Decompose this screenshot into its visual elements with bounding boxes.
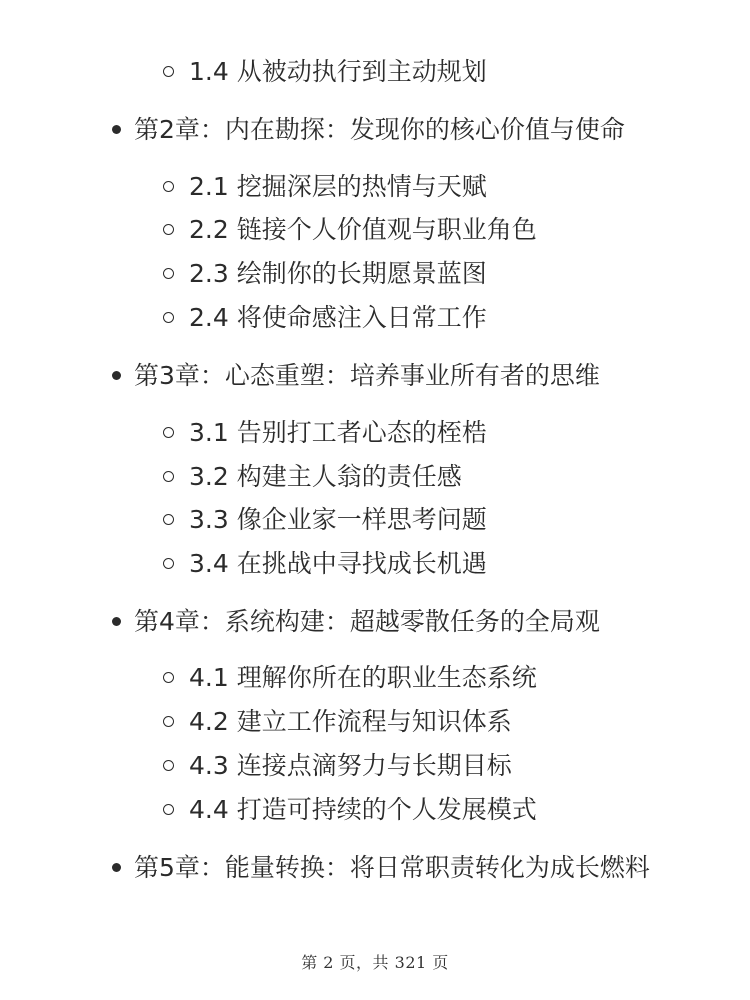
toc-section-4-3[interactable]: [189, 744, 512, 787]
circle-bullet-icon: [163, 427, 174, 438]
toc-section-label: 3.1 告别打工者心态的桎梏: [189, 418, 487, 447]
toc-section-2-2[interactable]: [189, 208, 537, 251]
toc-section-3-1[interactable]: [189, 411, 487, 454]
circle-bullet-icon: [163, 224, 174, 235]
page-number-label: 第 2 页，共 321 页: [301, 953, 449, 972]
toc-section-label: 3.2 构建主人翁的责任感: [189, 462, 462, 491]
toc-section-label: 3.4 在挑战中寻找成长机遇: [189, 549, 487, 578]
toc-chapter-label: 第5章：能量转换：将日常职责转化为成长燃料: [134, 853, 650, 882]
toc-section-label: 2.2 链接个人价值观与职业角色: [189, 215, 537, 244]
circle-bullet-icon: [163, 716, 174, 727]
toc-chapter-label: 第4章：系统构建：超越零散任务的全局观: [134, 607, 600, 636]
toc-chapter-4[interactable]: [134, 600, 694, 643]
toc-section-label: 1.4 从被动执行到主动规划: [189, 57, 487, 86]
toc-section-3-2[interactable]: [189, 455, 462, 498]
disc-bullet-icon: [112, 863, 121, 872]
circle-bullet-icon: [163, 471, 174, 482]
toc-section-label: 2.4 将使命感注入日常工作: [189, 303, 487, 332]
toc-section-1-4[interactable]: [189, 50, 487, 93]
toc-section-2-4[interactable]: [189, 296, 487, 339]
toc-chapter-5[interactable]: [134, 846, 694, 889]
circle-bullet-icon: [163, 672, 174, 683]
circle-bullet-icon: [163, 760, 174, 771]
circle-bullet-icon: [163, 268, 174, 279]
toc-section-2-3[interactable]: [189, 252, 487, 295]
page-footer: [0, 950, 750, 973]
toc-section-label: 3.3 像企业家一样思考问题: [189, 505, 487, 534]
disc-bullet-icon: [112, 371, 121, 380]
toc-section-label: 4.2 建立工作流程与知识体系: [189, 707, 512, 736]
toc-section-4-1[interactable]: [189, 656, 537, 699]
toc-section-label: 4.3 连接点滴努力与长期目标: [189, 751, 512, 780]
disc-bullet-icon: [112, 617, 121, 626]
circle-bullet-icon: [163, 66, 174, 77]
circle-bullet-icon: [163, 514, 174, 525]
toc-section-2-1[interactable]: [189, 165, 487, 208]
toc-chapter-2[interactable]: [134, 108, 694, 151]
toc-chapter-label: 第2章：内在勘探：发现你的核心价值与使命: [134, 115, 625, 144]
circle-bullet-icon: [163, 804, 174, 815]
toc-section-label: 2.1 挖掘深层的热情与天赋: [189, 172, 487, 201]
toc-chapter-label: 第3章：心态重塑：培养事业所有者的思维: [134, 361, 600, 390]
toc-section-label: 2.3 绘制你的长期愿景蓝图: [189, 259, 487, 288]
toc-section-3-3[interactable]: [189, 498, 487, 541]
disc-bullet-icon: [112, 125, 121, 134]
toc-section-3-4[interactable]: [189, 542, 487, 585]
toc-section-label: 4.4 打造可持续的个人发展模式: [189, 795, 537, 824]
toc-section-4-2[interactable]: [189, 700, 512, 743]
toc-section-label: 4.1 理解你所在的职业生态系统: [189, 663, 537, 692]
circle-bullet-icon: [163, 312, 174, 323]
circle-bullet-icon: [163, 181, 174, 192]
toc-section-4-4[interactable]: [189, 788, 537, 831]
circle-bullet-icon: [163, 558, 174, 569]
toc-chapter-3[interactable]: [134, 354, 694, 397]
